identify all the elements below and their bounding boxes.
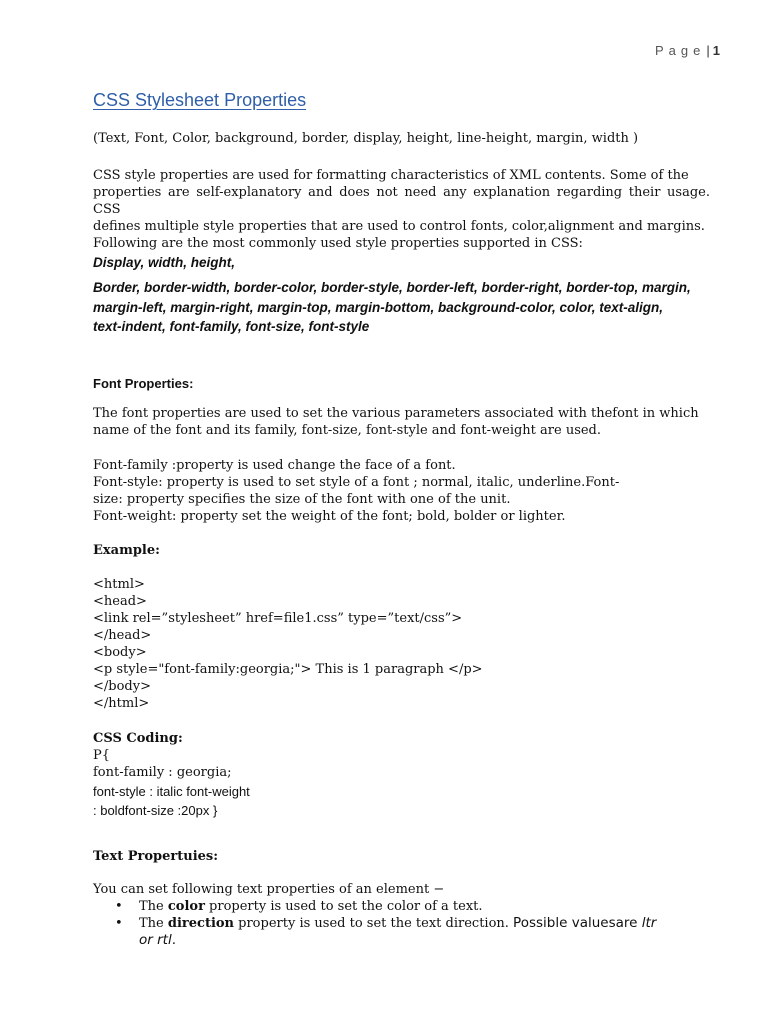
property-list-line: text-indent, font-family, font-size, font-style	[93, 319, 370, 334]
list-item	[93, 898, 693, 915]
property-list-line: Border, border-width, border-color, border-style, border-left, border-right, border-top, margin,	[93, 280, 691, 295]
list-item-text: Possible valuesare	[513, 915, 642, 931]
code-line: </html>	[93, 696, 150, 711]
css-coding-block	[93, 747, 232, 781]
code-line: </head>	[93, 628, 152, 643]
property-list-line: margin-left, margin-right, margin-top, margin-bottom, background-color, color, text-align,	[93, 299, 664, 315]
intro-line: Following are the most commonly used style properties supported in CSS:	[93, 236, 583, 251]
text-properties-heading: Text Propertuies:	[93, 849, 219, 864]
example-heading: Example:	[93, 543, 160, 558]
text-properties-list	[93, 898, 693, 949]
list-item-value: ltr	[641, 915, 657, 931]
list-item-keyword: direction	[167, 916, 235, 931]
css-coding-heading: CSS Coding:	[93, 731, 183, 746]
css-line: font-family : georgia;	[93, 765, 232, 780]
list-item-value: or rtl	[139, 932, 172, 948]
page-separator: |	[706, 43, 710, 58]
intro-line: properties are self-explanatory and does not need any explanation regarding their usage. CSS	[93, 185, 710, 217]
font-paragraph-line: The font properties are used to set the various parameters associated with thefont in which	[93, 406, 699, 421]
list-item-text: The	[139, 899, 168, 914]
property-list-display: Display, width, height,	[93, 255, 236, 270]
page-number-value: 1	[712, 43, 720, 58]
document-subtitle: (Text, Font, Color, background, border, display, height, line-height, margin, width )	[93, 131, 639, 146]
code-line: </body>	[93, 679, 151, 694]
css-line: font-style : italic font-weight	[93, 784, 250, 799]
code-line: <html>	[93, 577, 145, 592]
font-definition-line: Font-style: property is used to set style of a font ; normal, italic, underline.Font-	[93, 475, 620, 490]
code-line: <link rel=”stylesheet” href=file1.css” type=”text/css”>	[93, 611, 463, 626]
list-item-text: .	[171, 932, 176, 948]
font-paragraph	[93, 405, 710, 439]
list-item-text: The	[139, 916, 168, 931]
font-definition-line: Font-family :property is used change the face of a font.	[93, 458, 456, 473]
page-label: Page	[655, 43, 706, 58]
example-code-block	[93, 576, 483, 712]
intro-line: defines multiple style properties that are used to control fonts, color,alignment and margins.	[93, 219, 705, 234]
code-line: <body>	[93, 645, 147, 660]
code-line: <p style="font-family:georgia;"> This is 1 paragraph </p>	[93, 662, 483, 677]
css-coding-block-sans	[93, 782, 250, 820]
document-title: CSS Stylesheet Properties	[93, 90, 307, 110]
font-definition-line: Font-weight: property set the weight of the font; bold, bolder or lighter.	[93, 509, 566, 524]
property-list-border	[93, 278, 710, 337]
css-line: P{	[93, 748, 111, 763]
list-item-text: property is used to set the color of a text.	[204, 899, 483, 914]
font-properties-heading: Font Properties:	[93, 376, 194, 391]
list-item	[93, 915, 693, 949]
page-number	[655, 43, 720, 58]
intro-line: CSS style properties are used for formatting characteristics of XML contents. Some of the	[93, 168, 689, 183]
css-line: : boldfont-size :20px }	[93, 803, 218, 818]
list-item-text: property is used to set the text direction.	[234, 916, 514, 931]
text-properties-intro: You can set following text properties of an element −	[93, 882, 445, 897]
font-definition-line: size: property specifies the size of the font with one of the unit.	[93, 492, 511, 507]
code-line: <head>	[93, 594, 147, 609]
font-definitions	[93, 457, 653, 525]
list-item-keyword: color	[167, 899, 205, 914]
font-paragraph-line: name of the font and its family, font-size, font-style and font-weight are used.	[93, 423, 602, 438]
intro-paragraph	[93, 167, 710, 252]
